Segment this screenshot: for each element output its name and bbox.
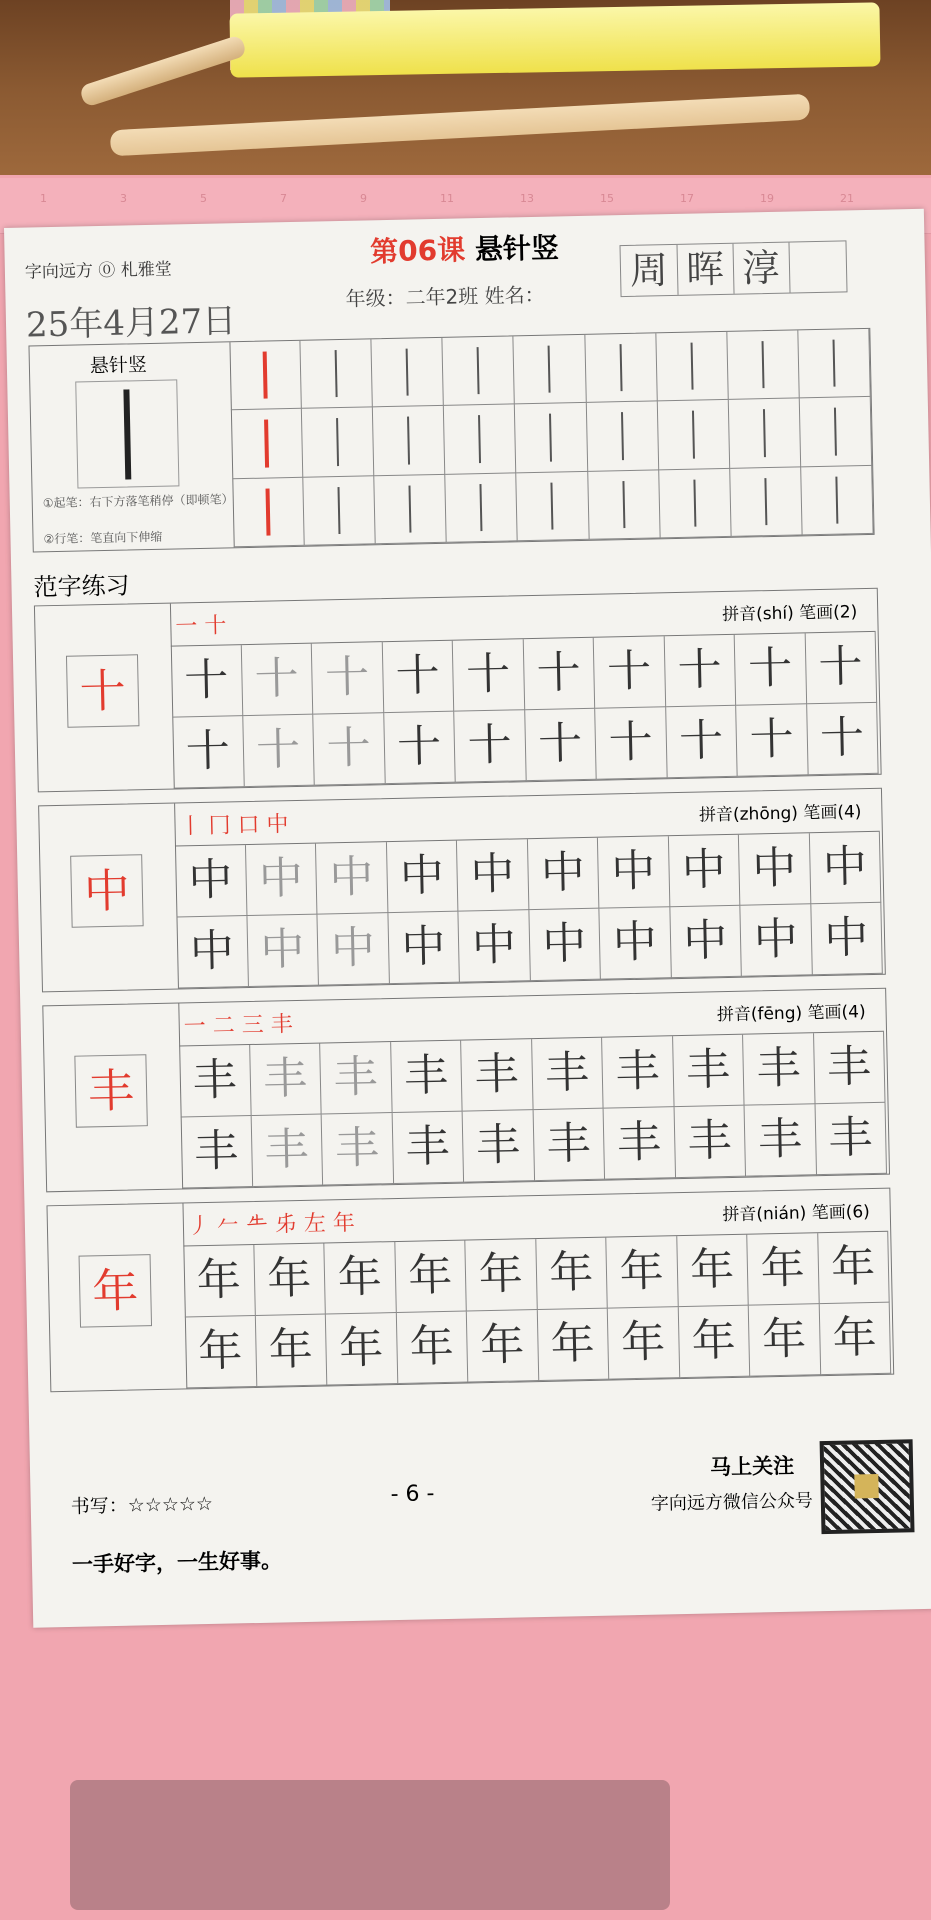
char-block-nian [46,1188,894,1393]
model-char: 丰 [74,1054,147,1127]
model-char: 中 [70,854,143,927]
motto: 一手好字，一生好事。 [71,1548,283,1577]
stroke-note-1: ①起笔：右下方落笔稍停（即顿笔） [42,492,234,511]
pinyin-label: 拼音(shí) 笔画(2) [721,602,858,626]
model-char: 年 [79,1254,152,1327]
pinyin-label: 拼音(fēng) 笔画(4) [716,1002,866,1026]
stroke-note-2: ②行笔：笔直向下伸缩 [43,529,163,547]
stroke-guide [29,342,234,551]
writing-grid: 十 十 十 十 十 十 十 十 十 十 十 十 十 十 十 十 十 十 十 十 [171,631,879,788]
char-block-feng [42,988,890,1193]
char-block-shi [34,588,882,793]
writing-grid: 年 年 年 年 年 年 年 年 年 年 年 年 年 年 年 年 年 年 年 年 [183,1231,891,1388]
stroke-order: 一 十 [175,613,227,640]
pinyin-label: 拼音(nián) 笔画(6) [722,1202,871,1226]
handwritten-date: 25年4月27日 [25,301,237,346]
lesson-name: 悬针竖 [474,231,560,267]
model-char: 十 [66,654,139,727]
char-block-zhong [38,788,886,993]
writing-grid: 丰 丰 丰 丰 丰 丰 丰 丰 丰 丰 丰 丰 丰 丰 丰 丰 丰 丰 丰 丰 [179,1031,887,1188]
stroke-order: 丿 𠂉 𠂒 𠂔 左 年 [187,1210,356,1240]
stroke-order: 一 二 三 丰 [183,1012,293,1040]
grade-line: 年级：二年2班 姓名： [345,282,545,311]
score-stars: 书写：☆☆☆☆☆ [70,1492,214,1518]
name-char: 淳 [732,243,790,294]
worksheet-paper [4,209,931,1628]
practice-title: 范字练习 [33,571,130,602]
stroke-practice-section [28,328,874,553]
mat-ruler: 1 3 5 7 9 11 13 15 17 19 21 [0,178,931,234]
lesson-number: 第06课 [369,233,466,269]
name-char [788,241,845,292]
stroke-demo-icon [75,379,179,488]
page-number: - 6 - [390,1481,435,1508]
highlighter-marker [229,2,880,77]
qr-code-icon [820,1439,915,1534]
writing-grid: 中 中 中 中 中 中 中 中 中 中 中 中 中 中 中 中 中 中 中 中 [175,831,883,988]
name-char: 周 [621,245,679,296]
name-box [619,240,847,297]
stroke-title: 悬针竖 [89,354,148,378]
follow-label: 马上关注 [709,1453,795,1480]
mat-shadow [70,1780,670,1910]
stroke-practice-grid [229,329,873,547]
wechat-label: 字向远方微信公众号 [650,1490,814,1515]
brand-logo: 字向远方 ⓪ 札雅堂 [24,259,172,283]
name-char: 晖 [677,244,735,295]
stroke-order: 丨 冂 口 中 [179,812,289,840]
pinyin-label: 拼音(zhōng) 笔画(4) [698,802,862,826]
